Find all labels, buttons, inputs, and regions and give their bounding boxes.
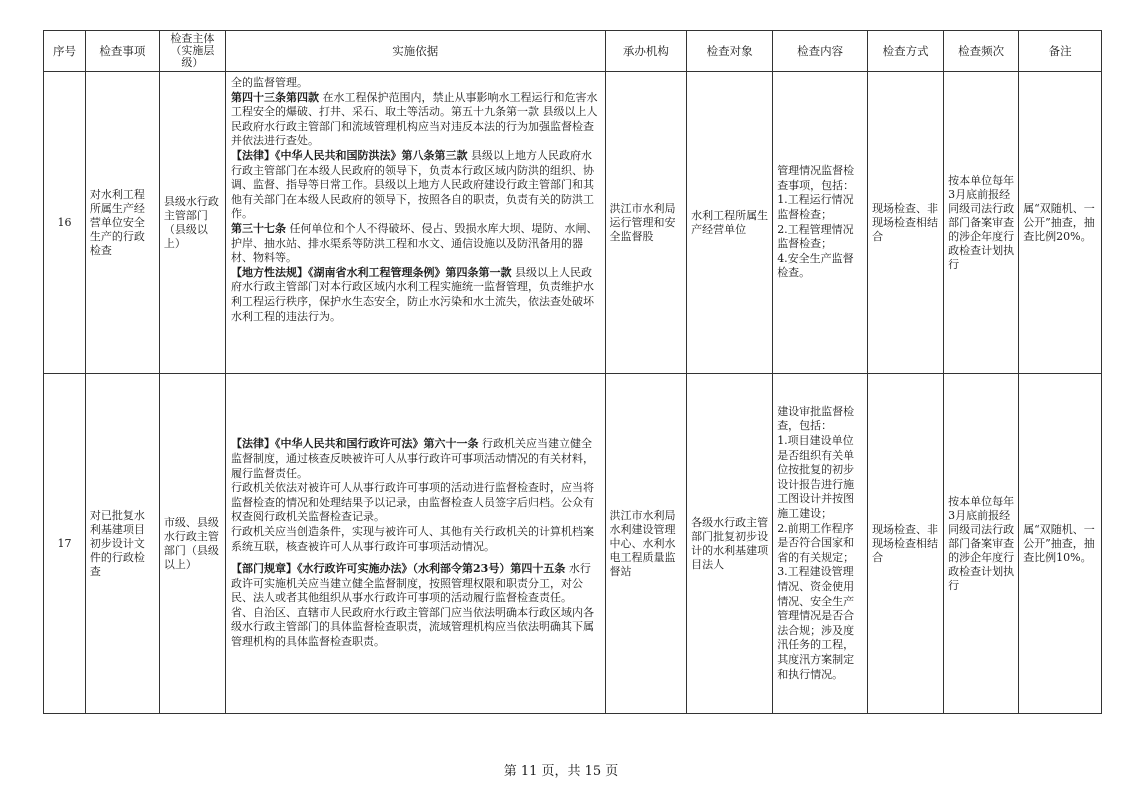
row-org: 洪江市水利局水利建设管理中心、水利水电工程质量监督站 [605,374,687,714]
row-item: 对水利工程所属生产经营单位安全生产的行政检查 [85,72,159,374]
header-target: 检查对象 [687,31,773,72]
inspection-table [43,30,1102,714]
row-seq: 16 [44,72,86,374]
basis-paragraph: 【法律】《中华人民共和国防洪法》第八条第三款 县级以上地方人民政府水行政主管部门在本级人民政府的领导下，负责本行政区域内防洪的组织、协调、监督、指导等日常工作。县级以上地方人民政府建设行政主管部门和其他有关部门在本级人民政府的领导下，按照各自的职责，负责有关的防洪工作。 [231,148,595,221]
row-content: 建设审批监督检查，包括： 1.项目建设单位是否组织有关单位按批复的初步设计报告进行施工图设计并按图施工建设； 2.前期工作程序是否符合国家和省的有关规定； 3.工程建设管理情况、资金使用情况、安全生产管理情况是否合法合规；涉及度汛任务的工程，其度汛方案制定和执行情况。 [773,374,868,714]
row-basis [226,374,606,714]
header-row [44,31,1102,72]
row-note: 属“双随机、一公开”抽查，抽查比例10%。 [1019,374,1102,714]
row-subject: 县级水行政主管部门（县级以上） [159,72,225,374]
row-target: 各级水行政主管部门批复初步设计的水利基建项目法人 [687,374,773,714]
header-content: 检查内容 [773,31,868,72]
header-item: 检查事项 [85,31,159,72]
header-note: 备注 [1019,31,1102,72]
header-basis: 实施依据 [226,31,606,72]
header-seq: 序号 [44,31,86,72]
basis-paragraph: 第三十七条 任何单位和个人不得破坏、侵占、毁损水库大坝、堤防、水闸、护岸、抽水站、排水渠系等防洪工程和水文、通信设施以及防汛备用的器材、物料等。 [231,221,598,265]
row-method: 现场检查、非现场检查相结合 [868,374,944,714]
basis-paragraph: 【法律】《中华人民共和国行政许可法》第六十一条 行政机关应当建立健全监督制度，通过核查反映被许可人从事行政许可事项活动情况的有关材料，履行监督责任。 行政机关依法对被许可人从事行政许可事项的活动进行监督检查时，应当将监督检查的情况和处理结果予以记录，由监督检查人员签字后归档。公众有权查阅行政机关监督检查记录。 行政机关应当创造条件，实现与被许可人、其他有关行政机关的计算机档案系统互联，核查被许可人从事行政许可事项活动情况。 [231,437,595,553]
row-seq: 17 [44,374,86,714]
table-row [44,374,1102,714]
row-method: 现场检查、非现场检查相结合 [868,72,944,374]
basis-paragraph: 【地方性法规】《湖南省水利工程管理条例》第四条第一款 县级以上人民政府水行政主管部门对本行政区域内水利工程实施统一监督管理，负责维护水利工程运行秩序，保护水生态安全，防止水污染和水土流失，依法查处破坏水利工程的违法行为。 [231,265,595,323]
basis-paragraph: 全的监督管理。 [231,76,309,89]
header-subject: 检查主体（实施层级） [159,31,225,72]
header-method: 检查方式 [868,31,944,72]
row-basis [226,72,606,374]
row-freq: 按本单位每年3月底前报经同级司法行政部门备案审查的涉企年度行政检查计划执行 [944,72,1019,374]
row-freq: 按本单位每年3月底前报经同级司法行政部门备案审查的涉企年度行政检查计划执行 [944,374,1019,714]
row-note: 属“双随机、一公开”抽查，抽查比例20%。 [1019,72,1102,374]
header-org: 承办机构 [605,31,687,72]
row-target: 水利工程所属生产经营单位 [687,72,773,374]
page-number: 第 11 页，共 15 页 [503,764,619,779]
row-item: 对已批复水利基建项目初步设计文件的行政检查 [85,374,159,714]
basis-paragraph: 第四十三条第四款 在水工程保护范围内，禁止从事影响水工程运行和危害水工程安全的爆破、打井、采石、取土等活动。第五十九条第一款 县级以上人民政府水行政主管部门和流域管理机构应当对违反本法的行为加强监督检查并依法进行查处。 [231,90,598,148]
header-freq: 检查频次 [944,31,1019,72]
row-content: 管理情况监督检查事项，包括： 1.工程运行情况监督检查； 2.工程管理情况监督检查； 4.安全生产监督检查。 [773,72,868,374]
table-row [44,72,1102,374]
row-subject: 市级、县级水行政主管部门（县级以上） [159,374,225,714]
row-org: 洪江市水利局运行管理和安全监督股 [605,72,687,374]
basis-paragraph: 【部门规章】《水行政许可实施办法》（水利部令第23号）第四十五条 水行政许可实施机关应当建立健全监督制度，按照管理权限和职责分工，对公民、法人或者其他组织从事水行政许可事项的活动履行监督检查责任。 省、自治区、直辖市人民政府水行政主管部门应当依法明确本行政区域内各级水行政主管部门的具体监督检查职责，流域管理机构应当依法明确其下属管理机构的具体监督检查职责。 [231,562,595,649]
